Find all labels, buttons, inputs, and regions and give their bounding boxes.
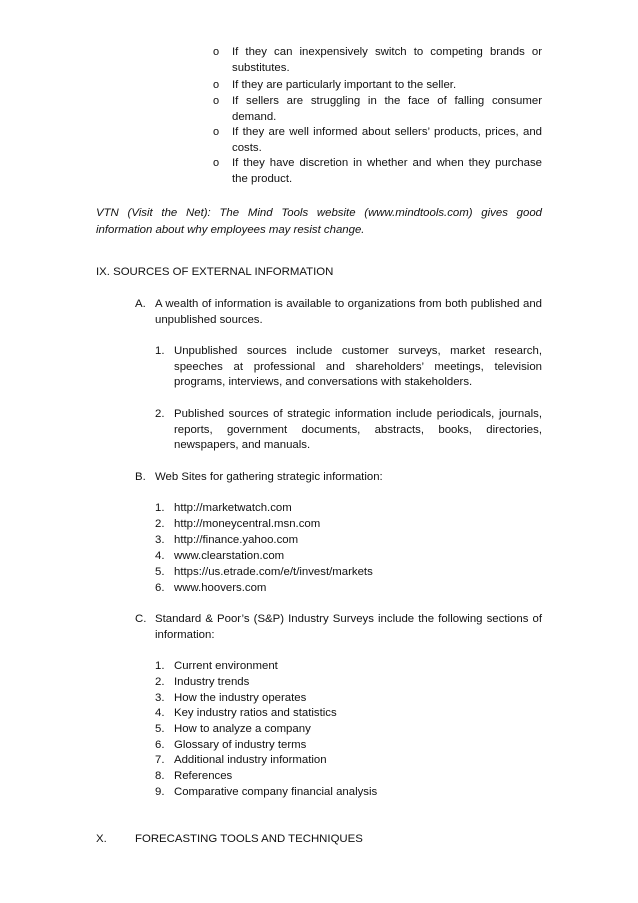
website-url: https://us.etrade.com/e/t/invest/markets [174, 566, 373, 578]
website-url: http://finance.yahoo.com [174, 534, 299, 546]
bullet-marker: o [213, 46, 220, 58]
list-item-number: 1. [155, 502, 165, 514]
list-item-text: How the industry operates [174, 692, 307, 704]
website-url: http://moneycentral.msn.com [174, 518, 321, 530]
subsection-a-text: A wealth of information is available to organizations from both published and unpublished sources. [155, 298, 542, 326]
section-x-heading: FORECASTING TOOLS AND TECHNIQUES [135, 833, 363, 845]
vtn-note: VTN (Visit the Net): The Mind Tools website (www.mindtools.com) gives good information about why employees may resist change. [96, 207, 542, 236]
bullet-marker: o [213, 79, 220, 91]
subsection-c-marker: C. [135, 613, 147, 625]
bullet-item-text: If they are well informed about sellers’ products, prices, and costs. [232, 126, 542, 154]
list-item-text: Key industry ratios and statistics [174, 707, 337, 719]
website-url: www.clearstation.com [174, 550, 285, 562]
list-item-text: Unpublished sources include customer surveys, market research, speeches at professional and shareholders’ meetings, television programs, interviews, and conversations with stakeholders. [174, 345, 542, 389]
list-item-number: 1. [155, 345, 165, 357]
bullet-marker: o [213, 95, 220, 107]
section-x-marker: X. [96, 833, 107, 845]
list-item-text: References [174, 770, 233, 782]
list-item-number: 5. [155, 566, 165, 578]
list-item-number: 9. [155, 786, 165, 798]
list-item-number: 4. [155, 550, 165, 562]
bullet-item-text: If they have discretion in whether and when they purchase the product. [232, 157, 542, 185]
list-item-text: Industry trends [174, 676, 250, 688]
list-item-number: 3. [155, 692, 165, 704]
list-item-number: 2. [155, 676, 165, 688]
bullet-marker: o [213, 157, 220, 169]
list-item-text: Additional industry information [174, 754, 327, 766]
list-item-number: 6. [155, 739, 165, 751]
list-item-number: 6. [155, 582, 165, 594]
list-item-number: 2. [155, 408, 165, 420]
list-item-text: How to analyze a company [174, 723, 311, 735]
subsection-b-text: Web Sites for gathering strategic information: [155, 471, 383, 483]
bullet-item-text: If they are particularly important to the seller. [232, 79, 457, 91]
list-item-number: 3. [155, 534, 165, 546]
list-item-number: 8. [155, 770, 165, 782]
website-url: http://marketwatch.com [174, 502, 292, 514]
bullet-marker: o [213, 126, 220, 138]
website-url: www.hoovers.com [174, 582, 267, 594]
list-item-number: 4. [155, 707, 165, 719]
subsection-b-marker: B. [135, 471, 146, 483]
list-item-text: Published sources of strategic information include periodicals, journals, reports, government documents, abstracts, books, directories, newspapers, and manuals. [174, 408, 542, 452]
list-item-text: Comparative company financial analysis [174, 786, 378, 798]
list-item-number: 1. [155, 660, 165, 672]
list-item-number: 7. [155, 754, 165, 766]
subsection-a-marker: A. [135, 298, 146, 310]
list-item-number: 5. [155, 723, 165, 735]
bullet-item-text: If sellers are struggling in the face of falling consumer demand. [232, 95, 542, 123]
section-ix-heading: IX. SOURCES OF EXTERNAL INFORMATION [96, 266, 334, 278]
subsection-c-text: Standard & Poor’s (S&P) Industry Surveys include the following sections of information: [155, 613, 542, 641]
bullet-item-text: If they can inexpensively switch to competing brands or substitutes. [232, 46, 542, 74]
list-item-number: 2. [155, 518, 165, 530]
list-item-text: Glossary of industry terms [174, 739, 307, 751]
list-item-text: Current environment [174, 660, 278, 672]
